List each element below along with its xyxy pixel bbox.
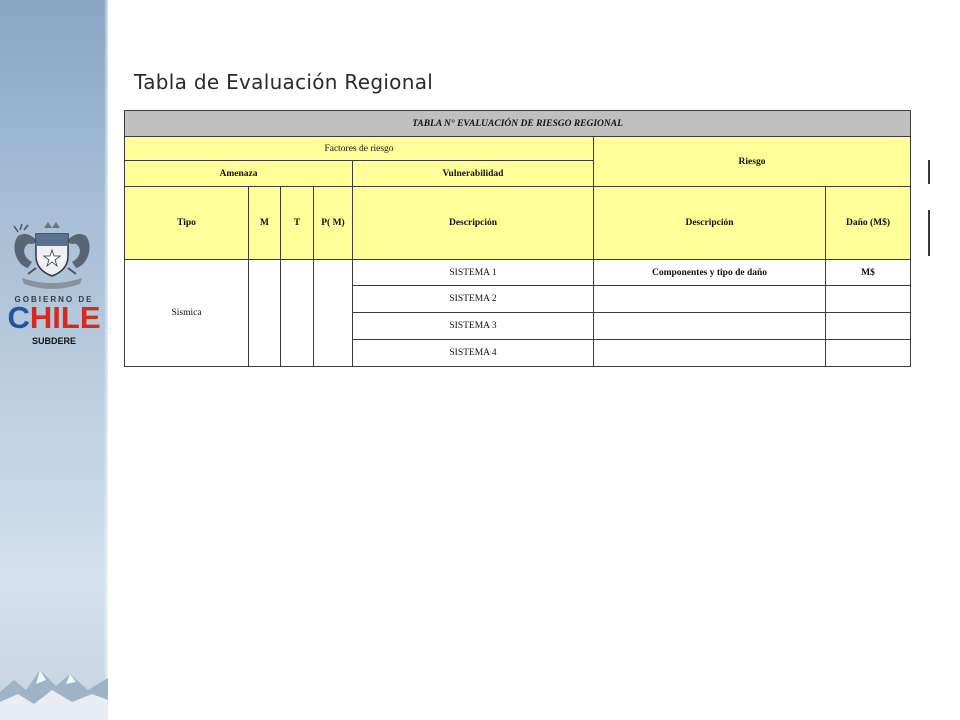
- divider-tick: [928, 210, 930, 256]
- divider-tick: [928, 160, 930, 184]
- col-m: M: [249, 187, 281, 260]
- col-descripcion-vulnerabilidad: Descripción: [353, 187, 594, 260]
- col-dano: Daño (M$): [826, 187, 911, 260]
- mountains-graphic: [0, 640, 108, 720]
- descripcion-cell: [594, 340, 826, 367]
- descripcion-cell: Componentes y tipo de daño: [594, 260, 826, 286]
- dano-cell: M$: [826, 260, 911, 286]
- chile-letter-c: C: [7, 300, 30, 335]
- riesgo-header: Riesgo: [594, 137, 911, 187]
- amenaza-header: Amenaza: [125, 161, 353, 187]
- descripcion-cell: [594, 313, 826, 340]
- table-caption: TABLA N° EVALUACIÓN DE RIESGO REGIONAL: [125, 111, 911, 137]
- chile-wordmark: [0, 300, 108, 335]
- t-value-cell: [281, 260, 314, 367]
- risk-evaluation-table: [124, 110, 911, 367]
- col-t: T: [281, 187, 314, 260]
- chile-letter-i: I: [52, 300, 61, 335]
- col-pm: P( M): [314, 187, 353, 260]
- page-title: Tabla de Evaluación Regional: [134, 70, 434, 94]
- sidebar: [0, 0, 108, 720]
- descripcion-cell: [594, 286, 826, 313]
- m-value-cell: [249, 260, 281, 367]
- dano-cell: [826, 340, 911, 367]
- agency-label: SUBDERE: [31, 336, 76, 346]
- tipo-value-cell: Sismica: [125, 260, 249, 367]
- sistema-cell: SISTEMA 3: [353, 313, 594, 340]
- vulnerabilidad-header: Vulnerabilidad: [353, 161, 594, 187]
- sistema-cell: SISTEMA 1: [353, 260, 594, 286]
- gobierno-label: GOBIERNO DE: [14, 295, 94, 304]
- dano-cell: [826, 313, 911, 340]
- col-descripcion-riesgo: Descripción: [594, 187, 826, 260]
- sistema-cell: SISTEMA 4: [353, 340, 594, 367]
- col-tipo: Tipo: [125, 187, 249, 260]
- chile-letter-e: E: [79, 300, 101, 335]
- chile-letter-l: L: [60, 300, 80, 335]
- sidebar-edge: [104, 0, 108, 720]
- dano-cell: [826, 286, 911, 313]
- pm-value-cell: [314, 260, 353, 367]
- sistema-cell: SISTEMA 2: [353, 286, 594, 313]
- chile-letter-h: H: [29, 300, 53, 335]
- factores-header: Factores de riesgo: [125, 137, 594, 161]
- coat-of-arms-icon: [6, 222, 98, 294]
